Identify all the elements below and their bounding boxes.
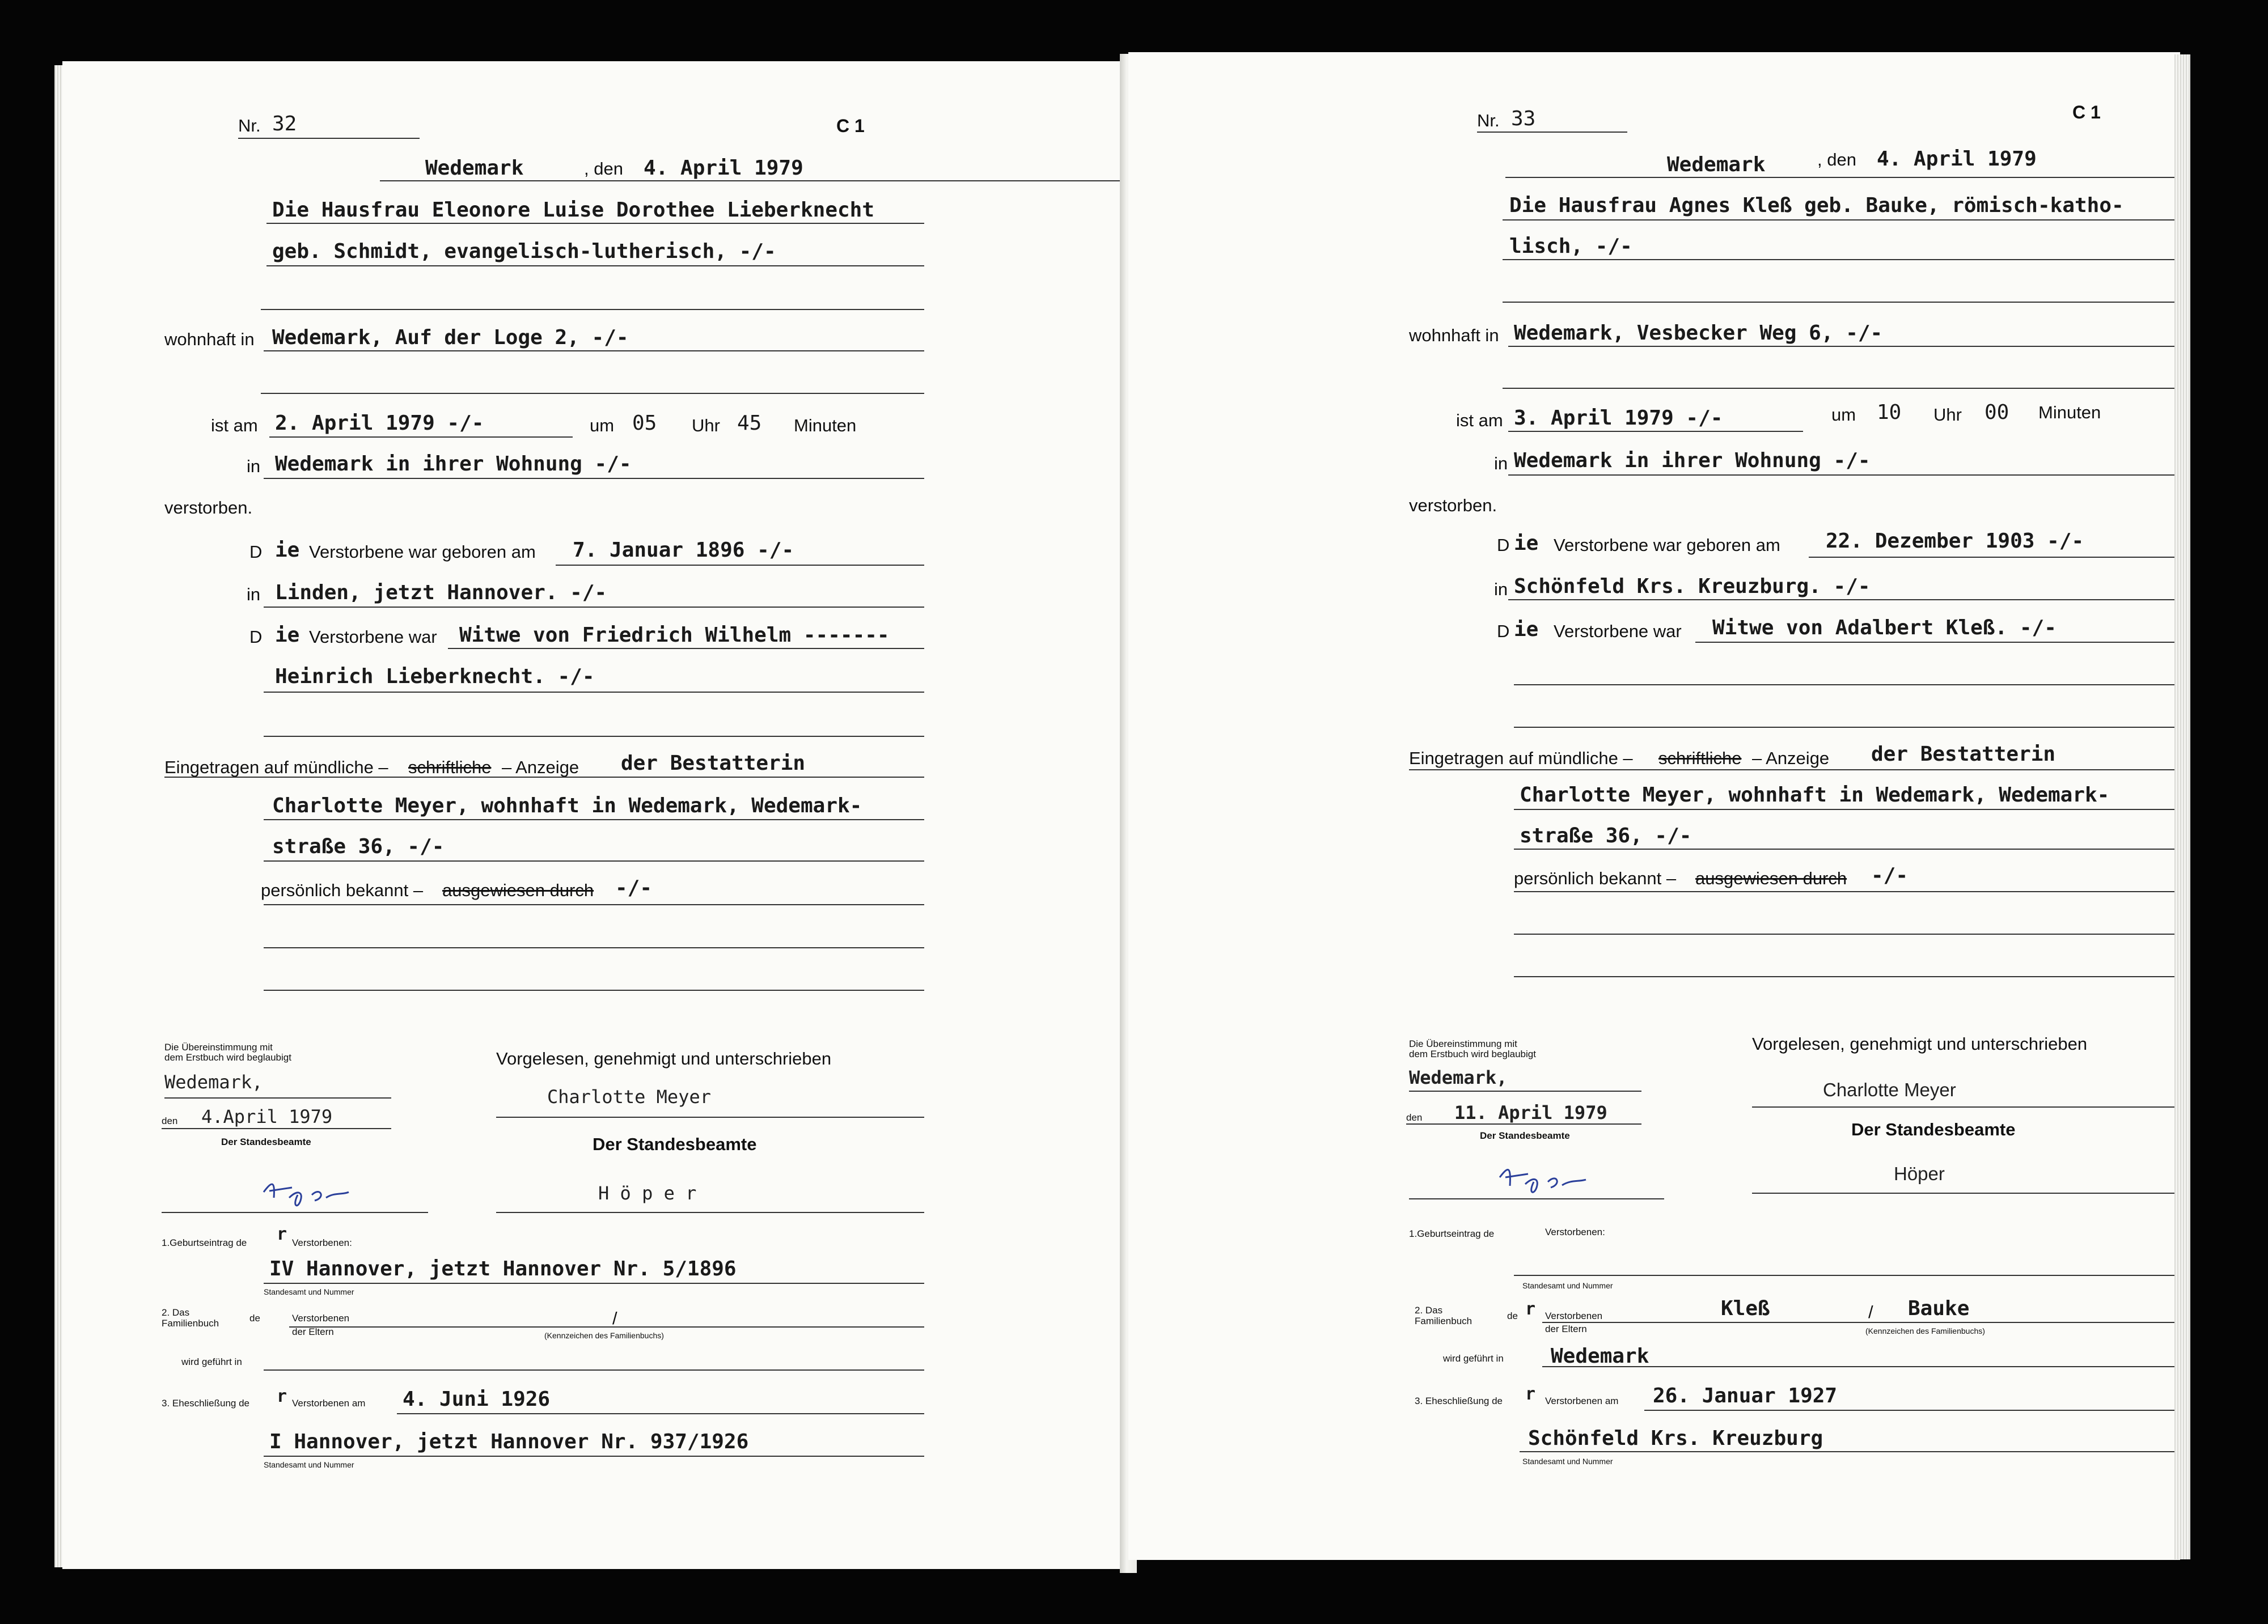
verstorben-label: verstorben. [164,498,253,518]
schriftliche-struck: schriftliche [1658,748,1742,768]
rule [1508,599,2183,600]
minuten-label: Minuten [2038,402,2101,422]
ehe-verstorbenen: Verstorbenen am [292,1398,366,1409]
uebereinstimmung-1: Die Übereinstimmung mit [1409,1038,1517,1049]
ehe-standesamt: Standesamt und Nummer [264,1460,354,1469]
born-label: Verstorbene war geboren am [309,542,536,562]
rule [448,648,924,649]
rule [261,309,924,310]
fam-das: 2. Das [1415,1305,1443,1316]
rule [1542,1322,2183,1323]
ausgewiesen-value: -/- [1871,864,1909,887]
standesamt-nummer: Standesamt und Nummer [264,1287,354,1296]
fam-das: 2. Das [162,1307,190,1318]
rule [164,777,924,778]
rule [1477,132,1627,133]
birth-place: Schönfeld Krs. Kreuzburg. -/- [1514,575,1871,598]
d-label: D [1497,535,1510,555]
r-mark: r [277,1224,287,1244]
rule [1809,557,2183,558]
birth-registry: IV Hannover, jetzt Hannover Nr. 5/1896 [269,1257,737,1280]
rule [1752,1193,2183,1194]
rule [264,947,924,948]
rule [264,904,924,905]
handwritten-signature [258,1175,354,1215]
status-line-2: Heinrich Lieberknecht. -/- [275,665,595,688]
person-line-1: Die Hausfrau Agnes Kleß geb. Bauke, römisch-katho- [1509,194,2124,217]
rule [1514,976,2183,977]
fam-eltern: der Eltern [1545,1324,1587,1334]
rule [1514,1275,2183,1276]
rule [261,393,924,394]
rule [1644,1410,2183,1411]
person-line-2: lisch, -/- [1509,235,1632,258]
record-date: 4. April 1979 [1877,147,2037,171]
rule [1514,934,2183,935]
uhr-label: Uhr [1933,405,1962,425]
in-label-2: in [1494,579,1508,599]
rule [164,1097,391,1099]
ausgewiesen-struck: ausgewiesen durch [442,880,594,900]
cert-place: Wedemark, [1409,1067,1508,1088]
rule [264,860,924,862]
standesamt-nummer: Standesamt und Nummer [1522,1281,1613,1290]
ie-suffix-2: ie [1514,618,1539,641]
ehe-label: 3. Eheschließung de [162,1398,249,1409]
fam-kennzeichen: (Kennzeichen des Familienbuchs) [1865,1326,1985,1335]
rule [496,1212,924,1213]
uebereinstimmung-2: dem Erstbuch wird beglaubigt [164,1052,291,1063]
standesbeamte: Der Standesbeamte [593,1134,757,1154]
rule [264,1369,924,1371]
r-mark: r [1525,1299,1536,1319]
residence: Wedemark, Vesbecker Weg 6, -/- [1514,321,1883,345]
marriage-registry: Schönfeld Krs. Kreuzburg [1528,1427,1823,1450]
schriftliche-struck: schriftliche [408,757,492,777]
marriage-registry: I Hannover, jetzt Hannover Nr. 937/1926 [269,1430,749,1453]
bekannt-label: persönlich bekannt – [1514,868,1677,888]
nr-line [238,138,420,139]
death-hour: 10 [1877,401,1902,424]
born-label: Verstorbene war geboren am [1554,535,1780,555]
rule [1542,1366,2183,1367]
person-line-2: geb. Schmidt, evangelisch-lutherisch, -/- [272,240,776,263]
official-name: H ö p e r [598,1182,697,1204]
left-register-page [62,61,1128,1569]
standesbeamte-small: Der Standesbeamte [221,1137,311,1147]
informant-line-2: straße 36, -/- [272,835,445,858]
rule [264,478,924,479]
um-label: um [590,415,615,435]
war-label: Verstorbene war [1554,621,1682,641]
ist-am-label: ist am [1456,410,1503,430]
handwritten-signature [1494,1160,1590,1203]
rule [1503,388,2183,389]
rule [1409,769,2183,770]
rule [264,350,924,351]
ie-suffix: ie [275,538,300,562]
rule [264,819,924,820]
wohnhaft-label: wohnhaft in [1409,325,1499,345]
fam-familienbuch: Familienbuch [162,1318,219,1329]
nr-label: Nr. [1477,111,1500,130]
vorgelesen: Vorgelesen, genehmigt und unterschrieben [1752,1034,2088,1054]
entry-number: 32 [272,112,297,135]
in-label: in [1494,453,1508,473]
bekannt-label: persönlich bekannt – [261,880,424,900]
nr-label: Nr. [238,116,261,135]
cert-den: den [162,1116,178,1126]
date-line [380,180,1179,181]
cert-place: Wedemark, [164,1071,263,1093]
anzeige-label: – Anzeige [1752,748,1830,768]
rule [264,990,924,991]
d-label-2: D [249,627,263,647]
standesbeamte: Der Standesbeamte [1851,1120,2016,1139]
uebereinstimmung-2: dem Erstbuch wird beglaubigt [1409,1049,1536,1059]
signer: Charlotte Meyer [547,1086,711,1108]
eingetragen-label: Eingetragen auf mündliche – [164,757,388,777]
status-line-1: Witwe von Friedrich Wilhelm ------- [459,624,890,647]
ist-am-label: ist am [211,415,258,435]
fam-slash: / [1868,1302,1873,1322]
cert-date: 11. April 1979 [1454,1102,1607,1123]
rule [1409,1198,1664,1199]
fam-de: de [1507,1311,1518,1321]
death-minute: 45 [737,412,762,435]
status-line-1: Witwe von Adalbert Kleß. -/- [1712,616,2057,639]
fam-kennzeichen: (Kennzeichen des Familienbuchs) [544,1331,664,1340]
birth-date: 7. Januar 1896 -/- [573,538,794,562]
informant-line-2: straße 36, -/- [1520,824,1692,847]
geburt-label: 1.Geburtseintrag de [162,1237,247,1248]
residence: Wedemark, Auf der Loge 2, -/- [272,326,629,349]
uhr-label: Uhr [692,415,720,435]
informant-line-1: Charlotte Meyer, wohnhaft in Wedemark, Wedemark- [1520,783,2110,807]
fam-verstorbenen: Verstorbenen [292,1313,350,1324]
person-line-1: Die Hausfrau Eleonore Luise Dorothee Lieberknecht [272,198,875,222]
fam-de: de [249,1313,260,1324]
minuten-label: Minuten [794,415,857,435]
r-mark-2: r [277,1386,287,1406]
fam-name-1: Kleß [1721,1297,1770,1320]
fam-familienbuch: Familienbuch [1415,1316,1472,1326]
rule [1503,219,2183,221]
verstorbenen-label: Verstorbenen: [1545,1227,1605,1237]
fam-gefuehrt: wird geführt in [1443,1353,1504,1364]
eingetragen-label: Eingetragen auf mündliche – [1409,748,1633,768]
den-label: , den [584,159,623,179]
fam-place: Wedemark [1551,1345,1649,1368]
marriage-date: 4. Juni 1926 [403,1388,551,1411]
rule [1514,849,2183,850]
rule [1508,474,2183,476]
rule [264,1456,924,1457]
geburt-label: 1.Geburtseintrag de [1409,1228,1495,1239]
rule [397,1413,924,1414]
right-register-page [1128,52,2180,1560]
rule [1406,1123,1641,1125]
rule [1514,891,2183,892]
vorgelesen: Vorgelesen, genehmigt und unterschrieben [496,1049,832,1068]
rule [264,692,924,693]
in-label-2: in [247,584,261,604]
fam-slash: / [612,1308,617,1328]
rule [266,223,924,224]
rule [1520,1451,2183,1452]
rule [1508,346,2183,347]
form-code: C 1 [2072,102,2101,122]
entry-number: 33 [1511,107,1536,130]
rule [1514,684,2183,685]
death-place: Wedemark in ihrer Wohnung -/- [275,452,632,476]
informant-line-0: der Bestatterin [1871,743,2056,766]
ausgewiesen-value: -/- [615,876,653,900]
rule [1514,727,2183,728]
ie-suffix: ie [1514,532,1539,555]
place: Wedemark [1667,153,1766,176]
rule [496,1117,924,1118]
ehe-standesamt: Standesamt und Nummer [1522,1457,1613,1466]
official-name: Höper [1894,1163,1945,1184]
rule [1508,431,1803,432]
d-label-2: D [1497,621,1510,641]
in-label: in [247,456,261,476]
standesbeamte-small: Der Standesbeamte [1480,1130,1570,1141]
signer: Charlotte Meyer [1823,1079,1956,1100]
rule [264,736,924,737]
birth-place: Linden, jetzt Hannover. -/- [275,581,607,604]
fam-eltern: der Eltern [292,1326,334,1337]
rule [1514,809,2183,810]
birth-date: 22. Dezember 1903 -/- [1826,529,2084,553]
rule [264,1283,924,1284]
record-date: 4. April 1979 [644,156,803,180]
rule [1695,642,2183,643]
informant-line-1: Charlotte Meyer, wohnhaft in Wedemark, Wedemark- [272,794,862,817]
death-minute: 00 [1984,401,2009,424]
marriage-date: 26. Januar 1927 [1653,1384,1838,1407]
ie-suffix-2: ie [275,624,300,647]
uebereinstimmung-1: Die Übereinstimmung mit [164,1042,273,1053]
rule [266,265,924,266]
death-place: Wedemark in ihrer Wohnung -/- [1514,449,1871,472]
um-label: um [1831,405,1856,425]
right-page-edge [2174,54,2190,1559]
rule [162,1128,391,1129]
anzeige-label: – Anzeige [502,757,579,777]
place: Wedemark [425,156,524,180]
wohnhaft-label: wohnhaft in [164,329,255,349]
rule [1752,1106,2183,1108]
den-label: , den [1817,150,1856,169]
rule [264,607,924,608]
cert-date: 4.April 1979 [201,1106,333,1127]
cert-den: den [1406,1112,1423,1123]
rule [289,1326,924,1328]
rule [162,1212,428,1213]
death-hour: 05 [632,412,657,435]
verstorben-label: verstorben. [1409,495,1497,515]
war-label: Verstorbene war [309,627,437,647]
ehe-label: 3. Eheschließung de [1415,1396,1503,1406]
rule [1503,259,2183,260]
rule [269,436,573,438]
rule [1409,1091,1641,1092]
fam-verstorbenen: Verstorbenen [1545,1311,1603,1321]
ausgewiesen-struck: ausgewiesen durch [1695,868,1847,888]
r-mark-2: r [1525,1384,1536,1404]
fam-gefuehrt: wird geführt in [181,1356,242,1367]
fam-name-2: Bauke [1908,1297,1970,1320]
d-label: D [249,542,263,562]
informant-line-0: der Bestatterin [621,752,806,775]
death-date: 3. April 1979 -/- [1514,406,1723,430]
rule [1505,177,2183,178]
death-date: 2. April 1979 -/- [275,412,484,435]
verstorbenen-label: Verstorbenen: [292,1237,352,1248]
rule [1503,302,2183,303]
ehe-verstorbenen: Verstorbenen am [1545,1396,1619,1406]
rule [556,565,924,566]
form-code: C 1 [836,116,865,136]
